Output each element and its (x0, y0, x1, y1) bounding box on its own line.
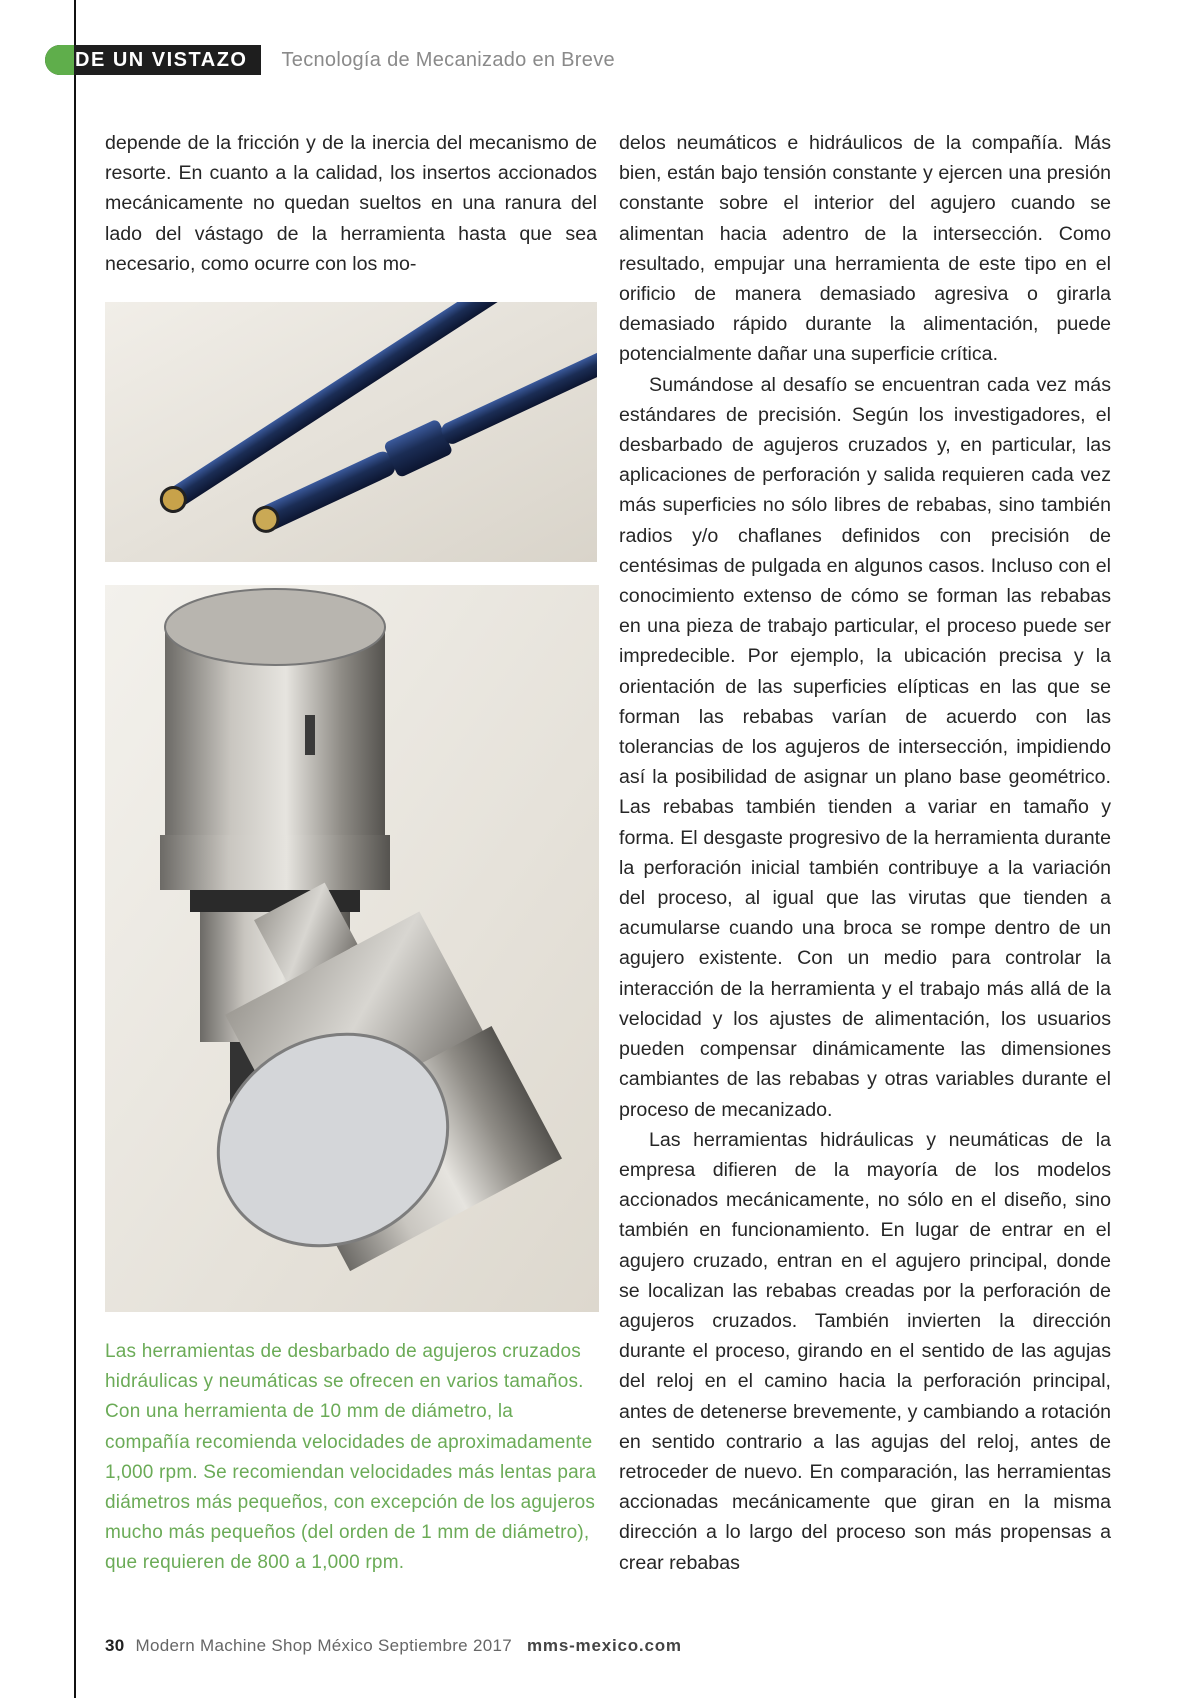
right-column-paragraph-3: Las herramientas hidráulicas y neumáticas de la empresa difieren de la mayoría de los modelos accionados mecánicamente, no sólo en el diseño, sino también en funcionamiento. En lugar de entrar en el agujero cruzado, entran en el agujero principal, donde se localizan las rebabas creadas por la perforación de agujeros cruzados. También invierten la dirección durante el proceso, girando en el sentido de las agujas del reloj en el camino hacia la perforación principal, antes de detenerse brevemente, y cambiando a rotación en sentido contrario a las agujas del reloj, antes de retroceder de nuevo. En comparación, las herramientas accionadas mecánicamente que giran en la misma dirección a lo largo del proceso son más propensas a crear rebabas (619, 1128, 1111, 1574)
right-column-paragraph-1: delos neumáticos e hidráulicos de la compañía. Más bien, están bajo tensión constante y ejercen una presión constante sobre el interior del agujero cuando se alimentan hacia adentro de la intersección. Como resultado, empujar una herramienta de este tipo en el orificio de manera demasiado agresiva o girarla demasiado rápido durante la alimentación, puede potencialmente dañar una superficie crítica. (619, 132, 1111, 366)
left-column-paragraph: depende de la fricción y de la inercia del mecanismo de resorte. En cuanto a la calidad, los insertos accionados mecánicamente no quedan sueltos en una ranura del lado del vástago de la herramienta hasta que sea necesario, como ocurre con los mo- (105, 132, 597, 275)
website-link[interactable]: mms-mexico.com (527, 1636, 682, 1655)
photo-caption: Las herramientas de desbarbado de agujeros cruzados hidráulicas y neumáticas se ofrecen en varios tamaños. Con una herramienta de 10 mm de diámetro, la compañía recomienda velocidades de aproximadamente 1,000 rpm. Se recomiendan velocidades más lentas para diámetros más pequeños, con excepción de los agujeros mucho más pequeños (del orden de 1 mm de diámetro), que requieren de 800 a 1,000 rpm. (105, 1341, 597, 1574)
page-footer (105, 1636, 682, 1656)
publication-info: Modern Machine Shop México Septiembre 2017 (135, 1636, 512, 1655)
photo-deburring-tool-heads (105, 585, 599, 1312)
page-number: 30 (105, 1636, 125, 1655)
section-tag: DE UN VISTAZO (45, 45, 261, 75)
right-column (619, 128, 1111, 1578)
left-column (105, 128, 597, 279)
section-subtitle: Tecnología de Mecanizado en Breve (281, 48, 615, 71)
photo-deburring-tool-shanks (105, 302, 597, 562)
right-column-paragraph-2: Sumándose al desafío se encuentran cada vez más estándares de precisión. Según los investigadores, el desbarbado de agujeros cruzados y, en particular, las aplicaciones de perforación y salida requieren cada vez más superficies no sólo libres de rebabas, sino también radios y/o chaflanes definidos con precisión de centésimas de pulgada en algunos casos. Incluso con el conocimiento extenso de cómo se forman las rebabas en una pieza de trabajo particular, el proceso puede ser impredecible. Por ejemplo, la ubicación precisa y la orientación de las superficies elípticas en las que se forman las rebabas varían de acuerdo con las tolerancias de los agujeros de intersección, impidiendo así la posibilidad de asignar un plano base geométrico. Las rebabas también tienden a variar en tamaño y forma. El desgaste progresivo de la herramienta durante la perforación inicial también contribuye a la variación del proceso, al igual que las virutas que tienden a acumularse cuando una broca se rompe dentro de un agujero existente. Con un medio para controlar la interacción de la herramienta y el trabajo más allá de la velocidad y los ajustes de alimentación, los usuarios pueden compensar dinámicamente las dimensiones cambiantes de las rebabas y otras variables durante el proceso de mecanizado. (619, 373, 1111, 1121)
left-margin-rule (74, 0, 76, 1698)
page-header (45, 45, 615, 75)
